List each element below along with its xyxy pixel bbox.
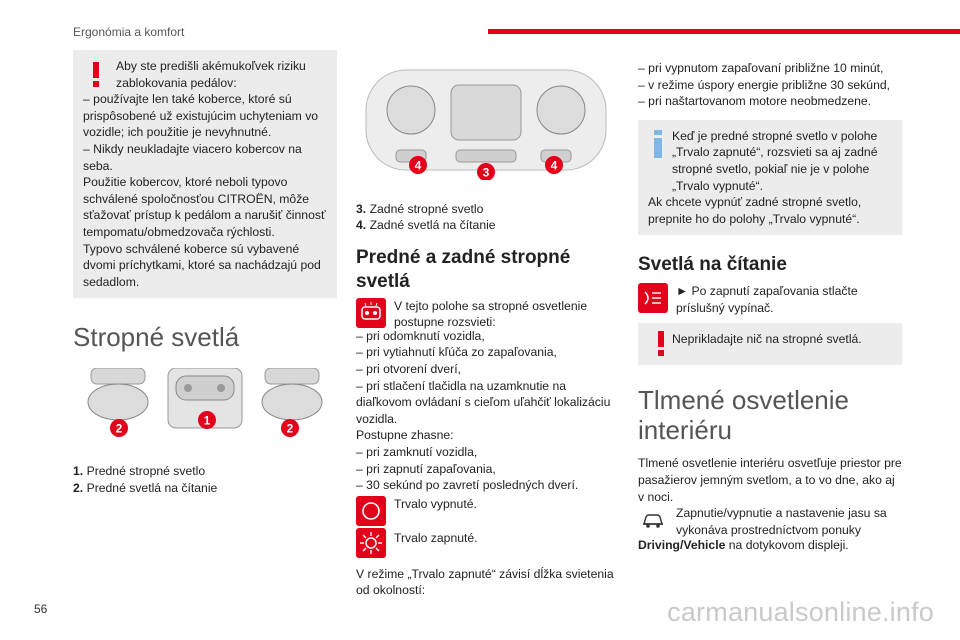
callout-4-left: 4 — [414, 158, 422, 173]
warning-line: – používajte len také koberce, ktoré sú prispôsobené už existujúcim uchyteniam vo vozidle; ich použitie je nevyhnutné. — [83, 92, 319, 140]
figure-legend — [73, 463, 337, 496]
pedal-warning-box — [73, 50, 337, 298]
mode-on-label: Trvalo zapnuté. — [394, 530, 478, 545]
warning-icon — [650, 329, 672, 357]
watermark: carmanualsonline.info — [667, 597, 934, 627]
mode-off-row — [356, 496, 618, 526]
warning-line: – Nikdy neukladajte viacero kobercov na seba. — [83, 141, 302, 173]
warning-line: Použitie kobercov, ktoré neboli typovo schválené spoločnosťou CITROËN, môže sťažovať prístup k pedálom a narušiť činnosť tempomatu/obmedzovača rýchlosti. — [83, 175, 326, 239]
auto-mode-row — [356, 298, 618, 328]
auto-mode-intro: V tejto polohe sa stropné osvetlenie postupne rozsvieti: — [394, 298, 588, 330]
rear-ceiling-light-figure — [356, 50, 618, 180]
callout-2-left: 2 — [115, 421, 123, 436]
legend-item: 4. Zadné svetlá na čítanie — [356, 218, 496, 233]
info-box — [638, 120, 902, 236]
running-header: Ergonómia a komfort — [73, 25, 185, 39]
off-list-item: – 30 sekúnd po zavretí posledných dverí. — [356, 478, 579, 493]
warning-lead: Aby ste predišli akémukoľvek riziku zablokovania pedálov: — [116, 59, 306, 90]
legend-item: 2. Predné svetlá na čítanie — [73, 480, 218, 495]
page-number: 56 — [34, 602, 48, 616]
info-line: Ak chcete vypnúť zadné stropné svetlo, prepnite ho do polohy „Trvalo vypnuté“. — [648, 195, 862, 226]
duration-item: – pri vypnutom zapaľovaní približne 10 minút, — [638, 61, 884, 75]
column-left — [73, 50, 337, 496]
info-lead: Keď je predné stropné svetlo v polohe „Trvalo zapnuté“, rozsvieti sa aj zadné stropné svetlo, pokiaľ nie je v polohe „Trvalo vypnuté“. — [672, 128, 878, 193]
trailing-text: V režime „Trvalo zapnuté“ závisí dĺžka svietenia od okolností: — [356, 566, 614, 598]
ambient-setting-cont: Driving/Vehicle na dotykovom displeji. — [638, 538, 849, 553]
section-title-ceiling-lights: Stropné svetlá — [73, 322, 240, 353]
column-right — [638, 60, 902, 554]
legend-item: 3. Zadné stropné svetlo — [356, 201, 484, 216]
ambient-text: Tlmené osvetlenie interiéru osvetľuje priestor pre pasažierov jemným svetlom, a to vo dne, ako aj v noci. — [638, 456, 902, 504]
ambient-setting-pre: Zapnutie/vypnutie a nastavenie jasu sa vykonáva prostredníctvom ponuky — [676, 506, 887, 537]
warning-icon — [85, 60, 107, 88]
on-list-item: – pri stlačení tlačidla na uzamknutie na diaľkovom ovládaní s cieľom uľahčiť lokalizáciu vozidla. — [356, 378, 611, 426]
duration-item: – pri naštartovanom motore neobmedzene. — [638, 94, 872, 109]
callout-1: 1 — [203, 413, 211, 428]
warning-text: Neprikladajte nič na stropné svetlá. — [672, 332, 862, 347]
light-off-icon — [356, 496, 386, 526]
off-list-item: – pri zapnutí zapaľovania, — [356, 461, 496, 476]
warning-line: Typovo schválené koberce sú vybavené dvomi príchytkami, ktoré sa nachádzajú pod sedadlom. — [83, 241, 321, 289]
off-title: Postupne zhasne: — [356, 428, 454, 443]
mode-off-label: Trvalo vypnuté. — [394, 496, 477, 511]
legend-item: 1. Predné stropné svetlo — [73, 463, 206, 478]
duration-item: – v režime úspory energie približne 30 sekúnd, — [638, 77, 891, 92]
car-icon — [638, 505, 668, 535]
info-icon — [650, 129, 666, 159]
front-ceiling-light-figure — [73, 368, 337, 440]
heading-reading-lights: Svetlá na čítanie — [638, 254, 787, 276]
figure-legend — [356, 201, 618, 234]
reading-instruction: ► Po zapnutí zapaľovania stlačte príslušný vypínač. — [676, 284, 858, 315]
reading-light-icon — [638, 283, 668, 313]
callout-4-right: 4 — [550, 158, 558, 173]
on-list-item: – pri otvorení dverí, — [356, 361, 461, 376]
mode-on-row — [356, 528, 618, 558]
heading-front-rear-lights: Predné a zadné stropné svetlá — [356, 246, 571, 292]
light-on-icon — [356, 528, 386, 558]
on-list-item: – pri vytiahnutí kľúča zo zapaľovania, — [356, 345, 557, 360]
auto-light-icon — [356, 298, 386, 328]
section-title-ambient-lighting: Tlmené osvetlenie interiéru — [638, 385, 849, 446]
warning-box-lights — [638, 323, 902, 365]
header-accent-bar — [488, 29, 960, 34]
callout-3: 3 — [482, 165, 490, 180]
callout-2-right: 2 — [286, 421, 294, 436]
reading-row — [638, 283, 902, 313]
on-list-item: – pri odomknutí vozidla, — [356, 328, 485, 343]
ambient-setting-row — [638, 505, 902, 535]
off-list-item: – pri zamknutí vozidla, — [356, 444, 478, 459]
column-middle — [356, 50, 618, 599]
